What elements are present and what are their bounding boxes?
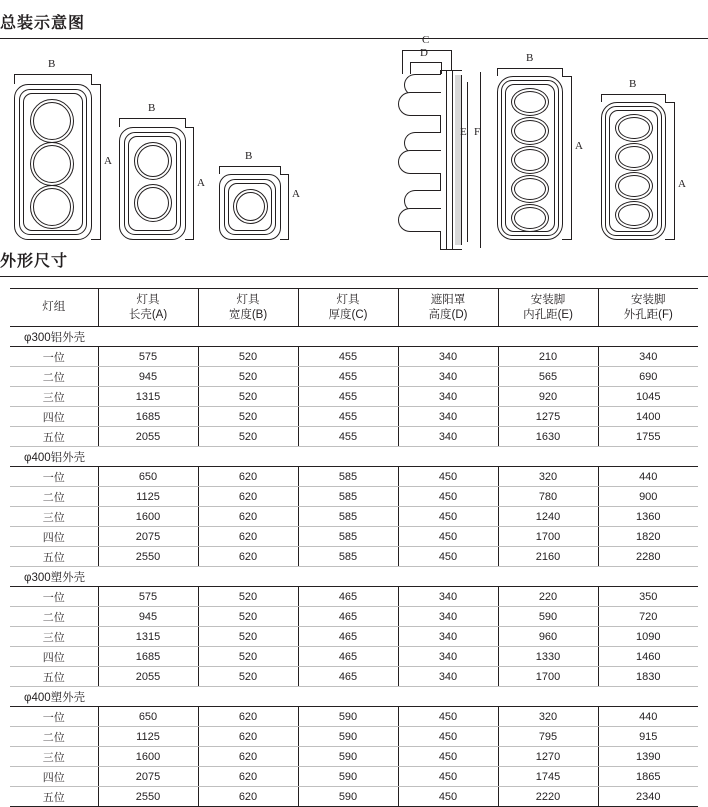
cell-b: 620 <box>198 787 298 807</box>
cell-e: 590 <box>498 607 598 627</box>
cell-c: 590 <box>298 707 398 727</box>
table-row <box>10 487 698 507</box>
table-group-header <box>10 327 698 347</box>
table-group-title: φ400塑外壳 <box>10 687 698 707</box>
cell-e: 210 <box>498 347 598 367</box>
dim-tick-d-right <box>441 62 442 74</box>
table-group-header <box>10 687 698 707</box>
cell-d: 450 <box>398 467 498 487</box>
table-row <box>10 407 698 427</box>
body-top <box>440 70 462 71</box>
lens-3 <box>511 146 549 174</box>
cell-group-position: 三位 <box>10 507 98 527</box>
cell-f: 1045 <box>598 387 698 407</box>
cell-b: 620 <box>198 527 298 547</box>
dim-tick-b-left <box>219 166 220 174</box>
cell-e: 1330 <box>498 647 598 667</box>
cell-b: 620 <box>198 487 298 507</box>
table-group-title: φ300塑外壳 <box>10 567 698 587</box>
cell-e: 2220 <box>498 787 598 807</box>
cell-a: 650 <box>98 467 198 487</box>
dim-tick-b-right <box>185 118 186 127</box>
dim-line-b <box>119 118 186 119</box>
cell-a: 2550 <box>98 547 198 567</box>
label-b: B <box>148 102 156 114</box>
cell-c: 585 <box>298 467 398 487</box>
label-a: A <box>104 155 112 167</box>
dimensions-table <box>10 288 698 807</box>
cell-group-position: 二位 <box>10 607 98 627</box>
table-row <box>10 587 698 607</box>
cell-f: 1820 <box>598 527 698 547</box>
cell-d: 340 <box>398 427 498 447</box>
table-group-header <box>10 567 698 587</box>
cell-e: 220 <box>498 587 598 607</box>
lens-1 <box>30 99 74 143</box>
cell-e: 1270 <box>498 747 598 767</box>
dim-tick-b-right <box>562 68 563 76</box>
lens-1 <box>615 114 653 142</box>
cell-c: 590 <box>298 727 398 747</box>
dim-line-a <box>288 174 289 240</box>
table-row <box>10 367 698 387</box>
cell-f: 1390 <box>598 747 698 767</box>
cell-e: 1275 <box>498 407 598 427</box>
cell-d: 450 <box>398 707 498 727</box>
cell-group-position: 一位 <box>10 467 98 487</box>
lens-1 <box>134 142 172 180</box>
dim-tick-a-top <box>562 76 571 77</box>
cell-c: 465 <box>298 587 398 607</box>
cell-a: 575 <box>98 587 198 607</box>
cell-a: 1315 <box>98 387 198 407</box>
cell-a: 945 <box>98 367 198 387</box>
cell-f: 340 <box>598 347 698 367</box>
cell-c: 465 <box>298 647 398 667</box>
dim-tick-a-top <box>665 102 674 103</box>
cell-e: 1630 <box>498 427 598 447</box>
table-row <box>10 627 698 647</box>
lens-2 <box>30 142 74 186</box>
cell-group-position: 一位 <box>10 587 98 607</box>
dim-line-a <box>674 102 675 240</box>
cell-f: 690 <box>598 367 698 387</box>
cell-b: 520 <box>198 647 298 667</box>
label-c: C <box>422 34 430 46</box>
cell-group-position: 三位 <box>10 747 98 767</box>
cell-group-position: 二位 <box>10 727 98 747</box>
table-row <box>10 647 698 667</box>
lens-2 <box>134 184 172 222</box>
cell-e: 920 <box>498 387 598 407</box>
cell-a: 1600 <box>98 747 198 767</box>
cell-d: 450 <box>398 527 498 547</box>
cell-d: 340 <box>398 387 498 407</box>
dim-tick-b-left <box>14 74 15 84</box>
cell-b: 520 <box>198 427 298 447</box>
cell-d: 450 <box>398 507 498 527</box>
cell-f: 1830 <box>598 667 698 687</box>
cell-d: 450 <box>398 547 498 567</box>
cell-group-position: 一位 <box>10 347 98 367</box>
dim-line-a <box>193 127 194 240</box>
label-e: E <box>460 126 467 138</box>
cell-d: 340 <box>398 347 498 367</box>
cell-a: 2055 <box>98 427 198 447</box>
cell-f: 2280 <box>598 547 698 567</box>
table-row <box>10 727 698 747</box>
cell-f: 720 <box>598 607 698 627</box>
cell-d: 450 <box>398 767 498 787</box>
heading-rule <box>0 276 708 277</box>
lens-4 <box>615 201 653 229</box>
cell-b: 520 <box>198 627 298 647</box>
cell-e: 960 <box>498 627 598 647</box>
th-group: 灯组 <box>10 289 98 327</box>
cell-group-position: 二位 <box>10 367 98 387</box>
cell-f: 2340 <box>598 787 698 807</box>
cell-f: 900 <box>598 487 698 507</box>
cell-f: 350 <box>598 587 698 607</box>
dim-tick-c-right <box>451 50 452 70</box>
cell-a: 1315 <box>98 627 198 647</box>
cell-b: 620 <box>198 707 298 727</box>
th-length-a: 灯具 长壳(A) <box>98 289 198 327</box>
dim-line-b <box>497 68 563 69</box>
cell-b: 520 <box>198 387 298 407</box>
cell-group-position: 四位 <box>10 407 98 427</box>
cell-c: 465 <box>298 607 398 627</box>
label-f: F <box>474 126 481 138</box>
cell-d: 450 <box>398 747 498 767</box>
cell-c: 455 <box>298 387 398 407</box>
cell-b: 520 <box>198 347 298 367</box>
dim-line-d <box>410 62 442 63</box>
dim-line-a <box>571 76 572 240</box>
dim-tick-a-top <box>91 84 101 85</box>
lens-1 <box>511 88 549 116</box>
cell-f: 1400 <box>598 407 698 427</box>
table-row <box>10 507 698 527</box>
table-row <box>10 547 698 567</box>
cell-group-position: 三位 <box>10 627 98 647</box>
cell-e: 1700 <box>498 667 598 687</box>
dim-line-e <box>467 82 468 242</box>
table-group-title: φ400铝外壳 <box>10 447 698 467</box>
visor-fin-1b <box>398 92 441 116</box>
lens-2 <box>511 117 549 145</box>
cell-group-position: 二位 <box>10 487 98 507</box>
cell-d: 340 <box>398 607 498 627</box>
label-b: B <box>245 150 253 162</box>
table-row <box>10 427 698 447</box>
cell-e: 795 <box>498 727 598 747</box>
dim-tick-a-bottom <box>91 239 101 240</box>
cell-d: 450 <box>398 487 498 507</box>
th-width-b: 灯具 宽度(B) <box>198 289 298 327</box>
cell-d: 340 <box>398 407 498 427</box>
dim-tick-b-left <box>601 94 602 102</box>
table-row <box>10 707 698 727</box>
cell-e: 320 <box>498 467 598 487</box>
cell-d: 450 <box>398 727 498 747</box>
section-heading-assembly-label: 总装示意图 <box>0 15 86 32</box>
th-outer-hole-f: 安装脚 外孔距(F) <box>598 289 698 327</box>
th-inner-hole-e: 安装脚 内孔距(E) <box>498 289 598 327</box>
cell-c: 590 <box>298 747 398 767</box>
dim-tick-b-right <box>665 94 666 102</box>
label-b: B <box>48 58 56 70</box>
cell-e: 1240 <box>498 507 598 527</box>
cell-f: 1460 <box>598 647 698 667</box>
table-row <box>10 527 698 547</box>
cell-b: 520 <box>198 407 298 427</box>
cell-b: 520 <box>198 607 298 627</box>
table-header <box>10 289 698 327</box>
body-edge-right <box>452 70 453 250</box>
cell-d: 340 <box>398 367 498 387</box>
table-group-header <box>10 447 698 467</box>
cell-c: 455 <box>298 347 398 367</box>
table-row <box>10 467 698 487</box>
table-row <box>10 347 698 367</box>
table-row <box>10 667 698 687</box>
cell-c: 455 <box>298 407 398 427</box>
dim-tick-c-left <box>402 50 403 74</box>
cell-f: 440 <box>598 707 698 727</box>
dim-line-b <box>219 166 281 167</box>
cell-c: 585 <box>298 547 398 567</box>
dim-tick-b-left <box>497 68 498 76</box>
cell-b: 620 <box>198 507 298 527</box>
dim-line-f <box>480 72 481 248</box>
dim-tick-d-left <box>410 62 411 74</box>
dim-tick-a-bottom <box>665 239 674 240</box>
section-heading-dimensions-label: 外形尺寸 <box>0 253 69 270</box>
dim-line-a <box>100 84 101 240</box>
cell-b: 520 <box>198 587 298 607</box>
cell-c: 590 <box>298 787 398 807</box>
visor-fin-2b <box>398 150 441 174</box>
assembly-drawings <box>0 30 708 240</box>
dim-line-b <box>14 74 92 75</box>
cell-group-position: 四位 <box>10 527 98 547</box>
cell-b: 620 <box>198 547 298 567</box>
table-body <box>10 327 698 807</box>
cell-f: 1755 <box>598 427 698 447</box>
lens-3 <box>615 172 653 200</box>
body-edge-mid <box>446 70 447 250</box>
th-thickness-c: 灯具 厚度(C) <box>298 289 398 327</box>
lens-3 <box>30 185 74 229</box>
visor-fin-3b <box>398 208 441 232</box>
cell-a: 2075 <box>98 527 198 547</box>
table-row <box>10 787 698 807</box>
dim-tick-a-bottom <box>280 239 289 240</box>
cell-c: 455 <box>298 367 398 387</box>
dim-tick-b-right <box>280 166 281 174</box>
cell-a: 1600 <box>98 507 198 527</box>
cell-c: 585 <box>298 527 398 547</box>
th-visor-height-d: 遮阳罩 高度(D) <box>398 289 498 327</box>
cell-f: 1360 <box>598 507 698 527</box>
dim-tick-b-left <box>119 118 120 127</box>
cell-group-position: 五位 <box>10 667 98 687</box>
table-row <box>10 387 698 407</box>
cell-d: 340 <box>398 667 498 687</box>
label-b: B <box>526 52 534 64</box>
cell-f: 1090 <box>598 627 698 647</box>
dim-tick-a-bottom <box>185 239 194 240</box>
cell-c: 585 <box>298 487 398 507</box>
cell-a: 650 <box>98 707 198 727</box>
cell-group-position: 五位 <box>10 787 98 807</box>
dim-line-b <box>601 94 666 95</box>
cell-e: 2160 <box>498 547 598 567</box>
label-b: B <box>629 78 637 90</box>
cell-group-position: 一位 <box>10 707 98 727</box>
cell-a: 1685 <box>98 407 198 427</box>
cell-f: 1865 <box>598 767 698 787</box>
cell-group-position: 三位 <box>10 387 98 407</box>
lens-1 <box>233 189 268 224</box>
label-a: A <box>292 188 300 200</box>
cell-b: 520 <box>198 667 298 687</box>
cell-group-position: 五位 <box>10 427 98 447</box>
cell-e: 780 <box>498 487 598 507</box>
cell-e: 565 <box>498 367 598 387</box>
dim-tick-a-bottom <box>562 239 571 240</box>
section-heading-dimensions <box>0 248 708 277</box>
lens-4 <box>511 175 549 203</box>
cell-group-position: 四位 <box>10 647 98 667</box>
cell-f: 915 <box>598 727 698 747</box>
label-a: A <box>575 140 583 152</box>
cell-e: 1700 <box>498 527 598 547</box>
cell-a: 2550 <box>98 787 198 807</box>
dim-tick-a-top <box>280 174 289 175</box>
cell-b: 620 <box>198 747 298 767</box>
cell-d: 340 <box>398 627 498 647</box>
cell-group-position: 四位 <box>10 767 98 787</box>
cell-a: 945 <box>98 607 198 627</box>
table-row <box>10 607 698 627</box>
lens-2 <box>615 143 653 171</box>
cell-e: 320 <box>498 707 598 727</box>
table-group-title: φ300铝外壳 <box>10 327 698 347</box>
cell-a: 1125 <box>98 727 198 747</box>
cell-c: 590 <box>298 767 398 787</box>
cell-a: 1125 <box>98 487 198 507</box>
dim-tick-b-right <box>91 74 92 84</box>
cell-b: 620 <box>198 767 298 787</box>
cell-c: 455 <box>298 427 398 447</box>
cell-a: 2075 <box>98 767 198 787</box>
cell-d: 340 <box>398 587 498 607</box>
label-d: D <box>420 47 428 59</box>
cell-c: 585 <box>298 507 398 527</box>
table-row <box>10 767 698 787</box>
cell-b: 520 <box>198 367 298 387</box>
back-plate-edge <box>461 75 462 245</box>
cell-b: 620 <box>198 727 298 747</box>
cell-c: 465 <box>298 627 398 647</box>
lens-5 <box>511 204 549 232</box>
label-a: A <box>197 177 205 189</box>
cell-group-position: 五位 <box>10 547 98 567</box>
dim-tick-a-top <box>185 127 194 128</box>
cell-a: 2055 <box>98 667 198 687</box>
label-a: A <box>678 178 686 190</box>
cell-d: 450 <box>398 787 498 807</box>
table-header-row <box>10 289 698 327</box>
cell-d: 340 <box>398 647 498 667</box>
cell-f: 440 <box>598 467 698 487</box>
table-row <box>10 747 698 767</box>
cell-e: 1745 <box>498 767 598 787</box>
cell-a: 1685 <box>98 647 198 667</box>
cell-c: 465 <box>298 667 398 687</box>
cell-b: 620 <box>198 467 298 487</box>
cell-a: 575 <box>98 347 198 367</box>
